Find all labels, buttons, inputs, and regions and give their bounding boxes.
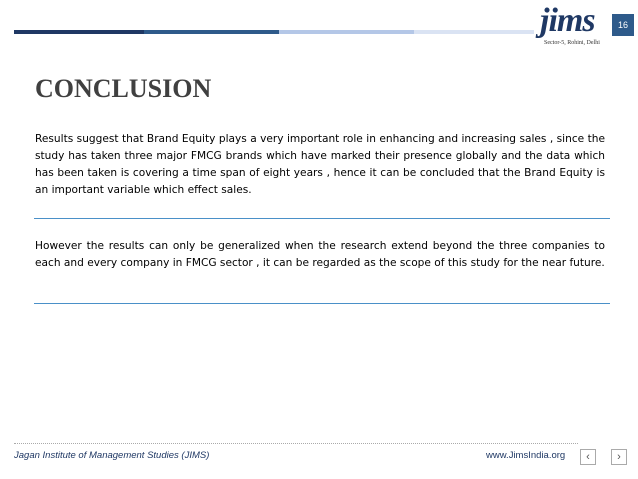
chevron-right-icon: › [617, 451, 621, 463]
jims-logo [540, 2, 606, 50]
accent-segment [14, 30, 144, 34]
slide-title: CONCLUSION [35, 74, 212, 103]
chevron-left-icon: ‹ [586, 451, 590, 463]
page-number: 16 [612, 14, 634, 36]
footer-divider [14, 443, 578, 444]
logo-text: jims [540, 2, 595, 39]
conclusion-paragraph-2: However the results can only be generalized when the research extend beyond the three companies to each and every company in FMCG sector , it can be regarded as the scope of this study for the near future. [35, 240, 605, 269]
accent-segment [279, 30, 414, 34]
divider [34, 303, 610, 304]
divider [34, 218, 610, 219]
next-slide-button[interactable] [611, 449, 627, 465]
footer-website-link[interactable]: www.JimsIndia.org [486, 450, 566, 461]
accent-segment [414, 30, 534, 34]
accent-segment [144, 30, 279, 34]
conclusion-paragraph-1: Results suggest that Brand Equity plays a very important role in enhancing and increasing sales , since the study has taken three major FMCG brands which have marked their presence globally and the data which has been taken is covering a time span of eight years , hence it can be concluded that the Brand Equity is an important variable which effect sales. [35, 133, 605, 196]
header-accent-bar [14, 30, 534, 34]
footer-institute-name: Jagan Institute of Management Studies (JIMS) [14, 450, 210, 461]
previous-slide-button[interactable] [580, 449, 596, 465]
logo-tagline: Sector-5, Rohini, Delhi [544, 40, 600, 46]
